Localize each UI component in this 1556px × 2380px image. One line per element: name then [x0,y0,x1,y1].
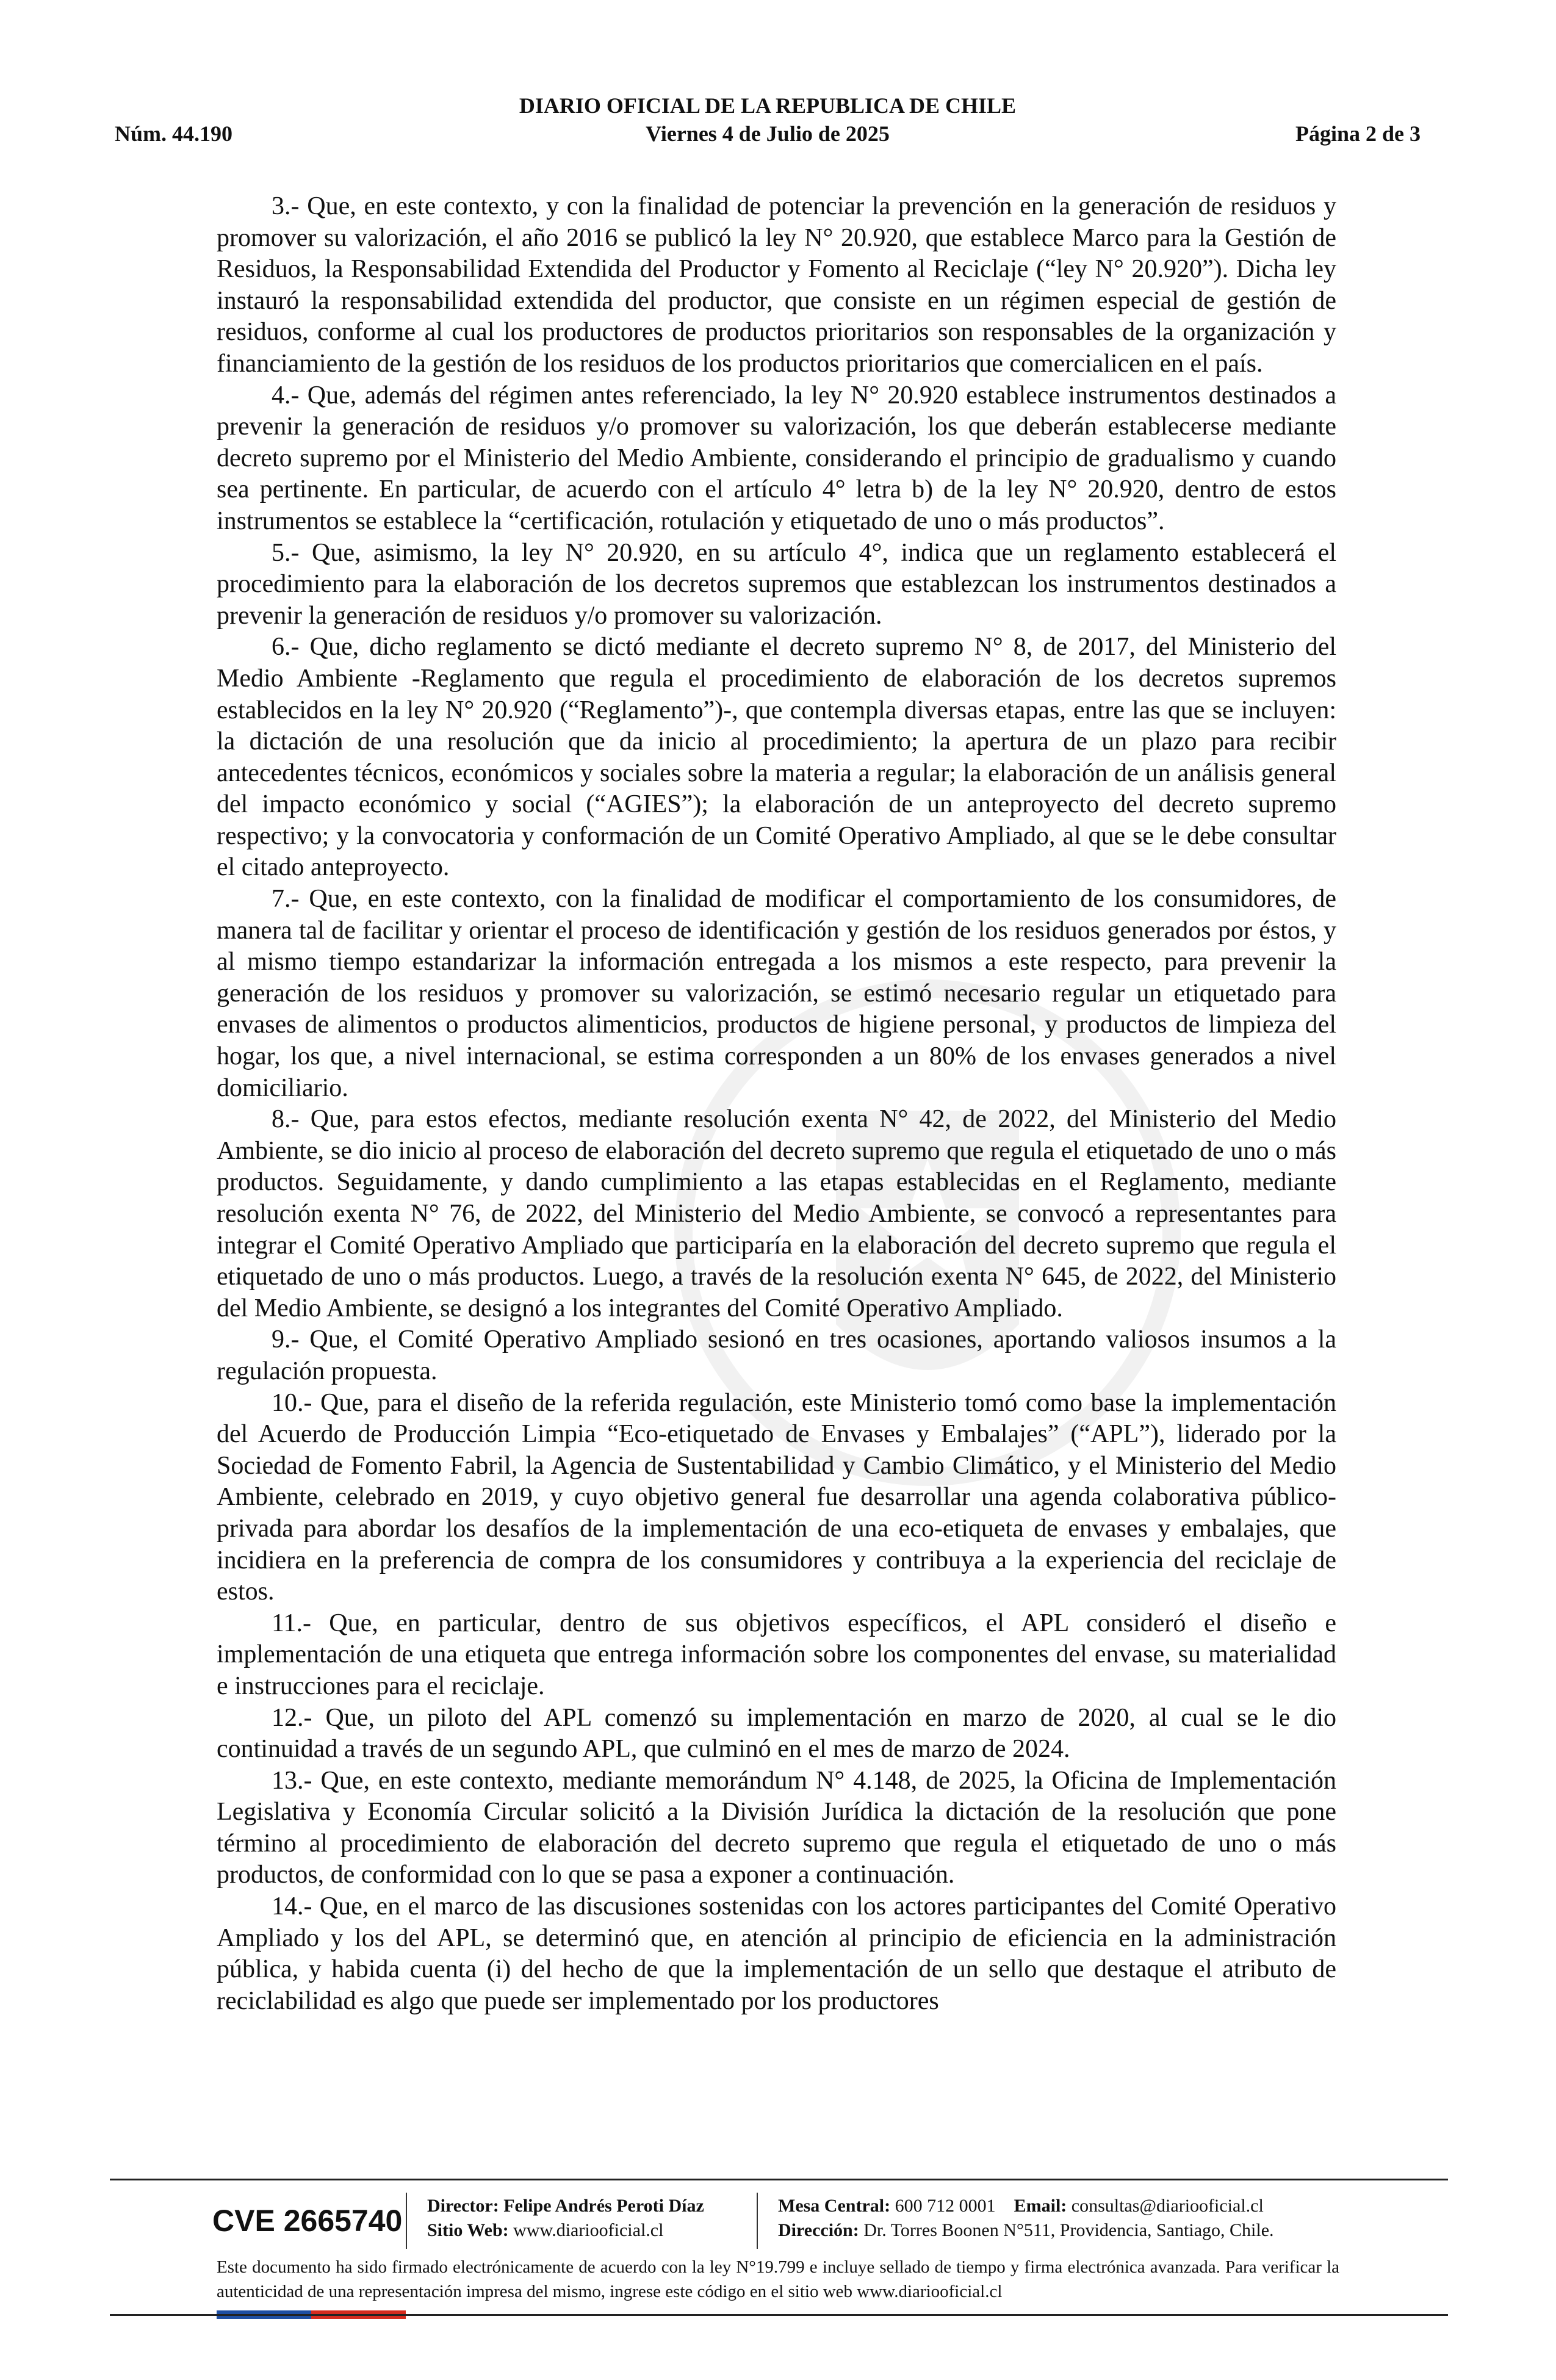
email-label: Email: [1014,2196,1067,2216]
footer-director-block [427,2194,704,2243]
paragraph: 3.- Que, en este contexto, y con la finalidad de potenciar la prevención en la generación de residuos y promover su valorización, el año 2016 se publicó la ley N° 20.920, que establece Marco para la Gestión de Residuos, la Responsabilidad Extendida del Productor y Fomento al Reciclaje (“ley N° 20.920”). Dicha ley instauró la responsabilidad extendida del productor, que consiste en un régimen especial de gestión de residuos, conforme al cual los productores de productos prioritarios son responsables de la organización y financiamiento de la gestión de los residuos de los productos prioritarios que comercialicen en el país. [217,192,1336,378]
paragraph: 14.- Que, en el marco de las discusiones sostenidas con los actores participantes del Comité Operativo Ampliado y los del APL, se determinó que, en atención al principio de eficiencia en la administración pública, y habida cuenta (i) del hecho de que la implementación de un sello que destaque el atributo de reciclabilidad es algo que puede ser implementado por los productores [217,1892,1336,2015]
website-label: Sitio Web: [427,2220,509,2240]
director-name: Felipe Andrés Peroti Díaz [503,2196,704,2216]
paragraph: 10.- Que, para el diseño de la referida regulación, este Ministerio tomó como base la implementación del Acuerdo de Producción Limpia “Eco-etiquetado de Envases y Embalajes” (“APL”), liderado por la Sociedad de Fomento Fabril, la Agencia de Sustentabilidad y Cambio Climático, y el Ministerio del Medio Ambiente, celebrado en 2019, y cuyo objetivo general fue desarrollar una agenda colaborativa público-privada para abordar los desafíos de la implementación de una eco-etiqueta de envases y embalajes, que incidiera en la preferencia de compra de los consumidores y contribuya a la experiencia del reciclaje de estos. [217,1388,1336,1606]
document-body [217,191,1336,2017]
page-indicator: Página 2 de 3 [1295,121,1421,146]
footer-separator [406,2193,407,2249]
paragraph: 9.- Que, el Comité Operativo Ampliado sesionó en tres ocasiones, aportando valiosos insumos a la regulación propuesta. [217,1325,1336,1385]
address-text: Dr. Torres Boonen N°511, Providencia, Santiago, Chile. [863,2220,1274,2240]
phone-label: Mesa Central: [778,2196,891,2216]
header-meta-row [115,120,1421,148]
paragraph: 4.- Que, además del régimen antes referenciado, la ley N° 20.920 establece instrumentos destinados a prevenir la generación de residuos y/o promover su valorización, los que deberán establecerse mediante decreto supremo por el Ministerio del Medio Ambiente, considerando el principio de gradualismo y cuando sea pertinente. En particular, de acuerdo con el artículo 4° letra b) de la ley N° 20.920, dentro de estos instrumentos se establece la “certificación, rotulación y etiquetado de uno o más productos”. [217,381,1336,535]
paragraph: 5.- Que, asimismo, la ley N° 20.920, en su artículo 4°, indica que un reglamento establecerá el procedimiento para la elaboración de los decretos supremos que establezcan los instrumentos destinados a prevenir la generación de residuos y/o promover su valorización. [217,538,1336,630]
issue-date: Viernes 4 de Julio de 2025 [646,121,890,146]
signature-notice: Este documento ha sido firmado electrónicamente de acuerdo con la ley N°19.799 e incluye sellado de tiempo y firma electrónica avanzada. Para verificar la autenticidad de una representación impresa del mismo, ingrese este código en el sitio web www.diariooficial.cl [217,2257,1339,2301]
email-link[interactable]: consultas@diariooficial.cl [1071,2196,1264,2216]
paragraph: 8.- Que, para estos efectos, mediante resolución exenta N° 42, de 2022, del Ministerio del Medio Ambiente, se dio inicio al proceso de elaboración del decreto supremo que regula el etiquetado de uno o más productos. Seguidamente, y dando cumplimiento a las etapas establecidas en el Reglamento, mediante resolución exenta N° 76, de 2022, del Ministerio del Medio Ambiente, se convocó a representantes para integrar el Comité Operativo Ampliado que participaría en la elaboración del decreto supremo que regula el etiquetado de uno o más productos. Luego, a través de la resolución exenta N° 645, de 2022, del Ministerio del Medio Ambiente, se designó a los integrantes del Comité Operativo Ampliado. [217,1105,1336,1322]
paragraph: 7.- Que, en este contexto, con la finalidad de modificar el comportamiento de los consumidores, de manera tal de facilitar y orientar el proceso de identificación y gestión de los residuos generados por éstos, y al mismo tiempo estandarizar la información entregada a los mismos a este respecto, para prevenir la generación de los residuos y promover su valorización, se estimó necesario regular un etiquetado para envases de alimentos o productos alimenticios, productos de higiene personal, y productos de limpieza del hogar, los que, a nivel internacional, se estima corresponden a un 80% de los envases generados a nivel domiciliario. [217,885,1336,1102]
address-label: Dirección: [778,2220,859,2240]
paragraph: 12.- Que, un piloto del APL comenzó su implementación en marzo de 2020, al cual se le dio continuidad a través de un segundo APL, que culminó en el mes de marzo de 2024. [217,1703,1336,1764]
footer-separator [757,2193,758,2249]
page-footer [110,2179,1448,2254]
footer-contact-block [778,2194,1274,2243]
paragraph: 6.- Que, dicho reglamento se dictó mediante el decreto supremo N° 8, de 2017, del Ministerio del Medio Ambiente -Reglamento que regula el procedimiento de elaboración de los decretos supremos establecidos en la ley N° 20.920 (“Reglamento”)-, que contempla diversas etapas, entre las que se incluyen: la dictación de una resolución que da inicio al procedimiento; la apertura de un plazo para recibir antecedentes técnicos, económicos y sociales sobre la materia a regular; la elaboración de un análisis general del impacto económico y social (“AGIES”); la elaboración de un anteproyecto del decreto supremo respectivo; y la convocatoria y conformación de un Comité Operativo Ampliado, al que se le debe consultar el citado anteproyecto. [217,633,1336,882]
issue-number: Núm. 44.190 [115,121,233,146]
phone-number: 600 712 0001 [895,2196,996,2216]
website-link[interactable]: www.diariooficial.cl [513,2220,664,2240]
journal-title: DIARIO OFICIAL DE LA REPUBLICA DE CHILE [519,93,1017,118]
paragraph: 13.- Que, en este contexto, mediante memorándum N° 4.148, de 2025, la Oficina de Implementación Legislativa y Economía Circular solicitó a la División Jurídica la dictación de la resolución que pone término al procedimiento de elaboración del decreto supremo que regula el etiquetado de uno o más productos, de conformidad con lo que se pasa a exponer a continuación. [217,1766,1336,1889]
director-label: Director: [427,2196,499,2216]
bottom-divider [110,2314,1448,2316]
footer-info-row [110,2180,1448,2254]
paragraph: 11.- Que, en particular, dentro de sus objetivos específicos, el APL consideró el diseño e implementación de una etiqueta que entrega información sobre los componentes del envase, su materialidad e instrucciones para el reciclaje. [217,1609,1336,1700]
cve-code: CVE 2665740 [212,2204,403,2238]
page-header [115,92,1421,148]
